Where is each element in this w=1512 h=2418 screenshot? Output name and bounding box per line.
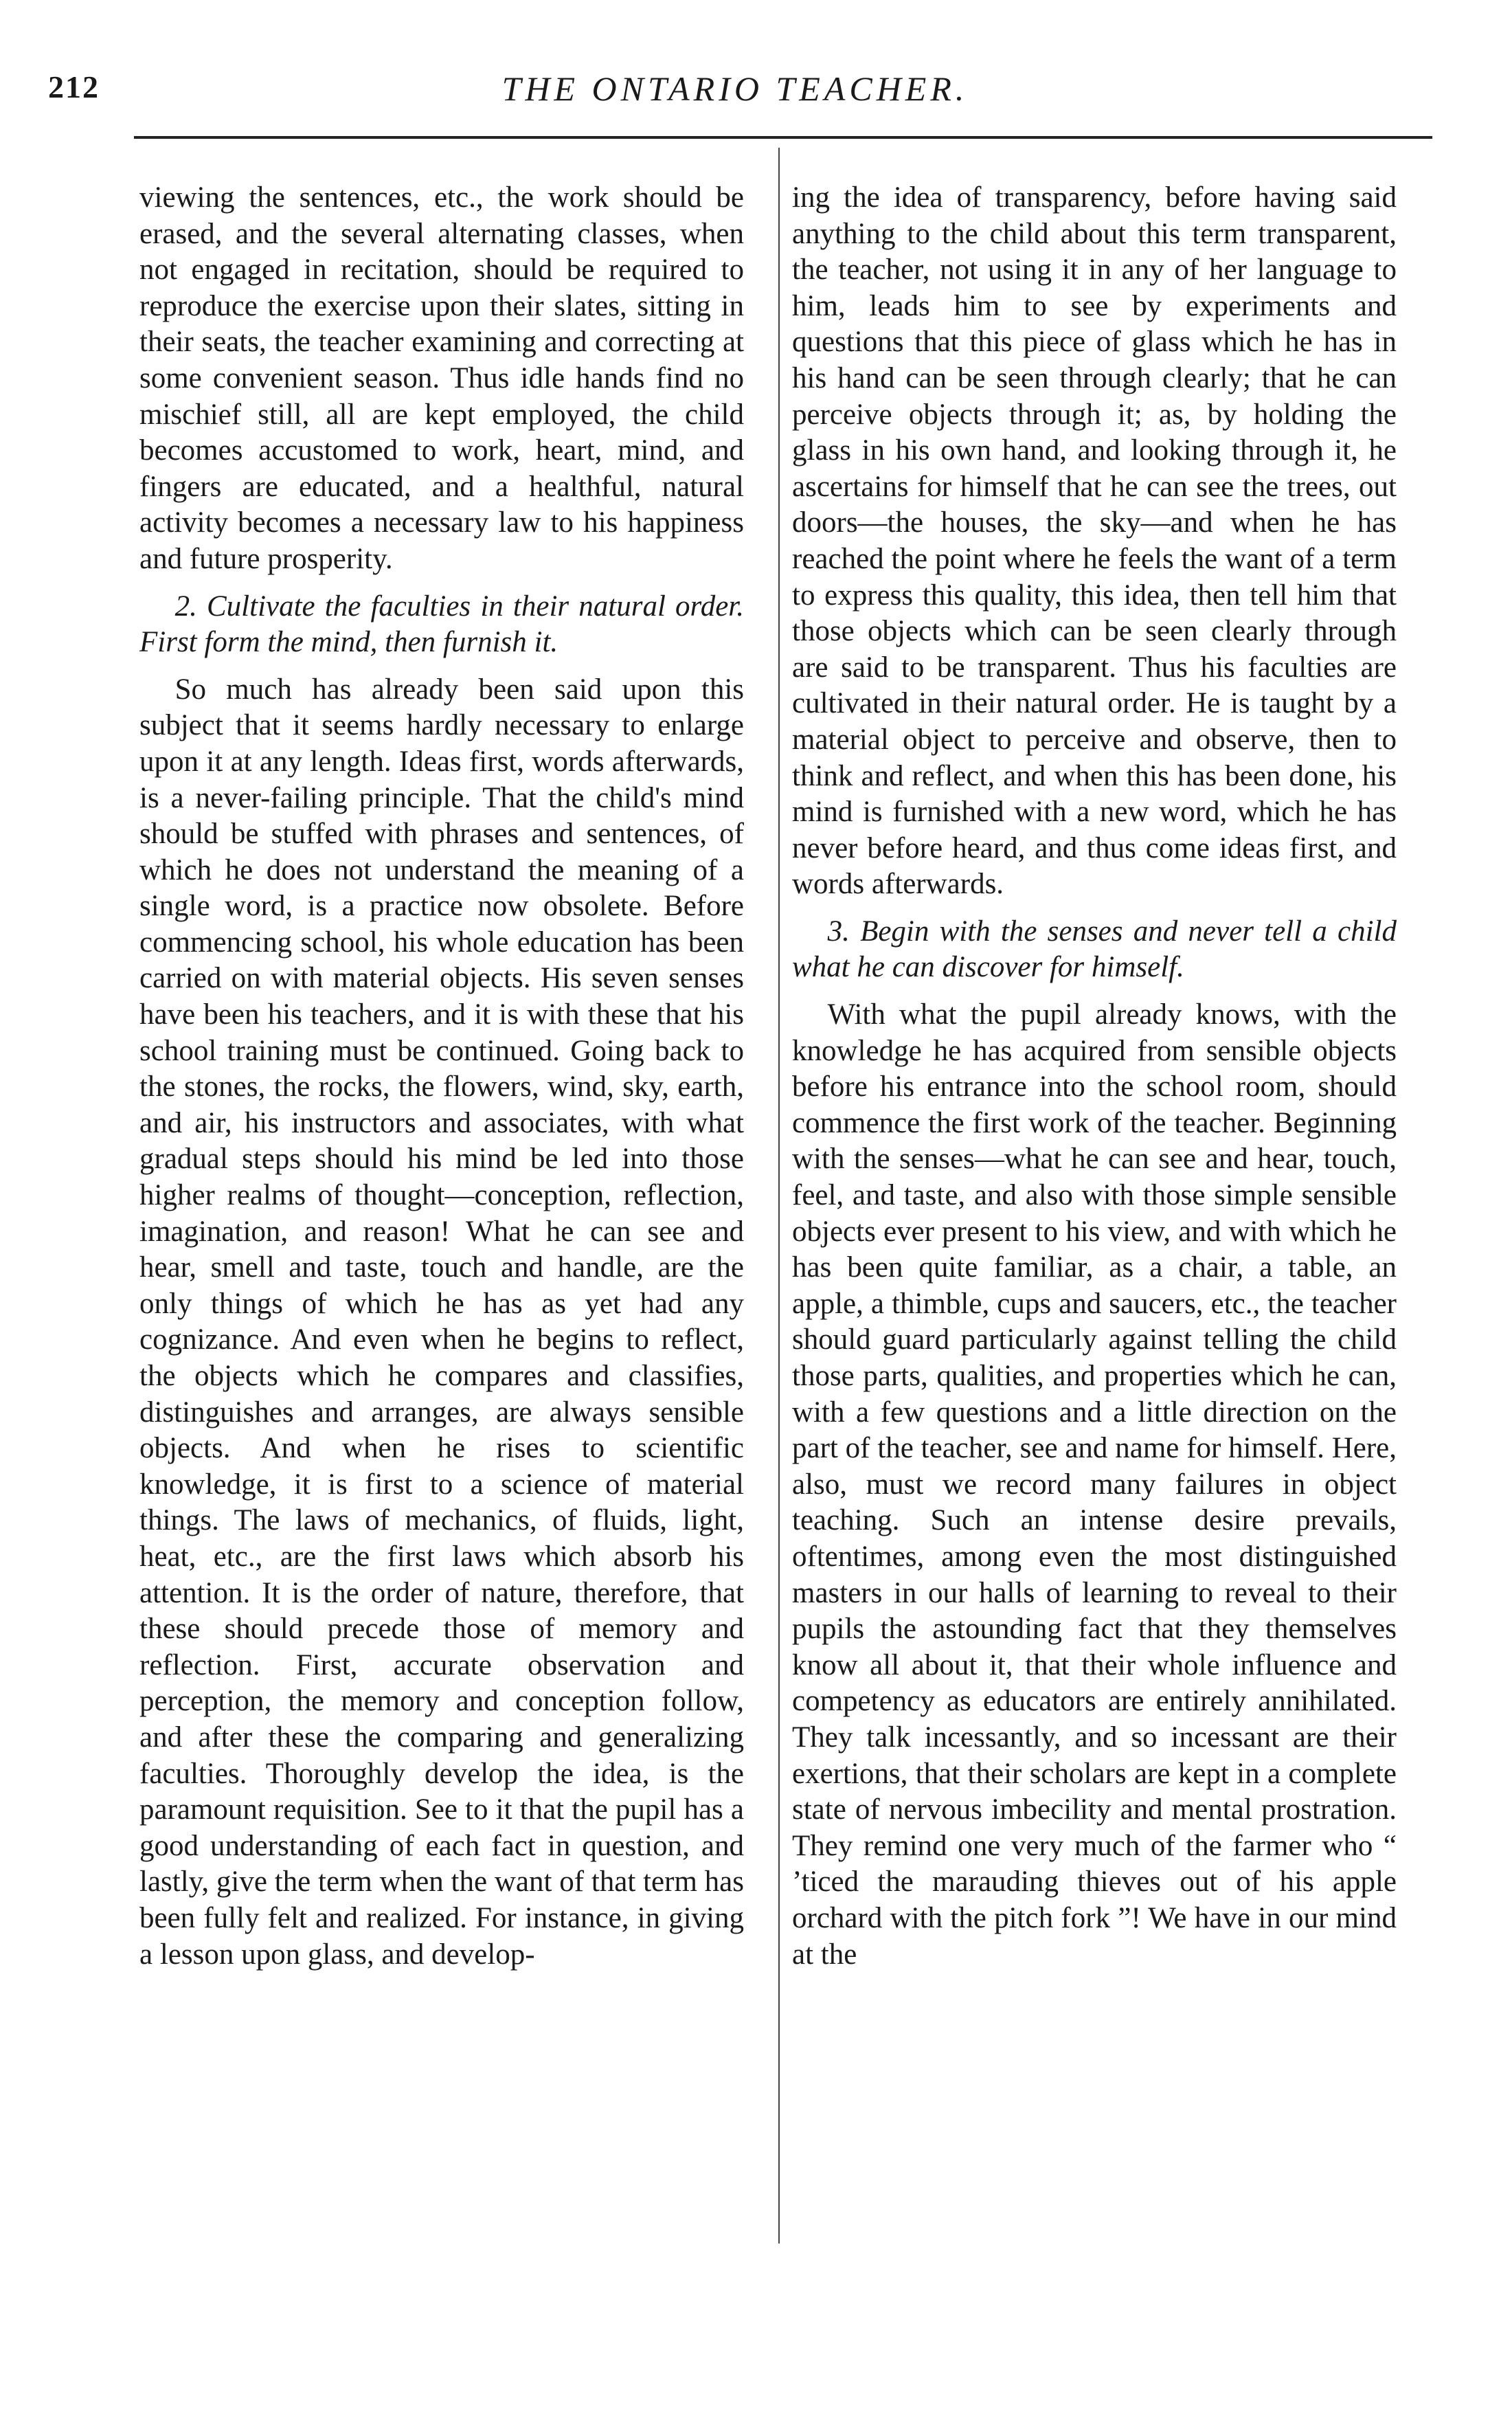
- column-divider: [778, 148, 780, 2243]
- paragraph: With what the pupil already knows, with the knowledge he has acquired from sensible objects before his entrance into the school room, should commence the first work of the teacher. Beginning with the senses—what he can see and hear, touch, feel, and taste, and also with those simple sensible objects ever present to his view, and with which he has been quite familiar, as a chair, a table, an apple, a thimble, cups and saucers, etc., the teacher should guard particularly against telling the child those parts, qualities, and properties which he can, with a few questions and a little direction on the part of the teacher, see and name for himself. Here, also, must we record many failures in object teaching. Such an intense desire prevails, oftentimes, among even the most distinguished masters in our halls of learning to reveal to their pupils the astounding fact that they themselves know all about it, that their whole influence and competency as educators are entirely annihilated. They talk incessantly, and so incessant are their exertions, that their scholars are kept in a complete state of nervous imbecility and mental prostration. They remind one very much of the farmer who “ ’ticed the marauding thieves out of his apple orchard with the pitch fork ”! We have in our mind at the: [792, 998, 1397, 1971]
- paragraph: So much has already been said upon this subject that it seems hardly necessary to enlarge upon it at any length. Ideas first, words afterwards, is a never-failing principle. That the child's mind should be stuffed with phrases and sentences, of which he does not understand the meaning of a single word, is a practice now obsolete. Before commencing school, his whole education has been carried on with material objects. His seven senses have been his teachers, and it is with these that his school training must be continued. Going back to the stones, the rocks, the flowers, wind, sky, earth, and air, his instructors and associates, with what gradual steps should his mind be led into those higher realms of thought—conception, reflection, imagination, and reason! What he can see and hear, smell and taste, touch and handle, are the only things of which he has as yet had any cognizance. And even when he begins to reflect, the objects which he compares and classifies, distinguishes and arranges, are always sensible objects. And when he rises to scientific knowledge, it is first to a science of material things. The laws of mechanics, of fluids, light, heat, etc., are the first laws which absorb his attention. It is the order of nature, therefore, that these should precede those of memory and reflection. First, accurate observation and perception, the memory and conception follow, and after these the comparing and generalizing faculties. Thoroughly develop the idea, is the paramount requisition. See to it that the pupil has a good understanding of each fact in question, and lastly, give the term when the want of that term has been fully felt and realized. For instance, in giving a lesson upon glass, and develop-: [139, 673, 744, 1971]
- paragraph: viewing the sentences, etc., the work should be erased, and the several alternating classes, when not engaged in recitation, should be required to reproduce the exercise upon their slates, sitting in their seats, the teacher examining and correcting at some convenient season. Thus idle hands find no mischief still, all are kept employed, the child becomes accustomed to work, heart, mind, and fingers are educated, and a healthful, natural activity becomes a necessary law to his happiness and future prosperity.: [139, 181, 744, 575]
- page-number: 212: [48, 69, 100, 104]
- page-header: [48, 69, 1422, 124]
- header-rule: [134, 136, 1432, 139]
- left-column: [139, 180, 744, 1973]
- right-column: [792, 180, 1397, 1973]
- running-title: THE ONTARIO TEACHER.: [501, 69, 969, 108]
- paragraph: ing the idea of transparency, before having said anything to the child about this term transparent, the teacher, not using it in any of her language to him, leads him to see by experiments and questions that this piece of glass which he has in his hand can be seen through clearly; that he can perceive objects through it; as, by holding the glass in his own hand, and looking through it, he ascertains for himself that he can see the trees, out doors—the houses, the sky—and when he has reached the point where he feels the want of a term to express this quality, this idea, then tell him that those objects which can be seen clearly through are said to be transparent. Thus his faculties are cultivated in their natural order. He is taught by a material object to perceive and observe, then to think and reflect, and when this has been done, his mind is furnished with a new word, which he has never before heard, and thus come ideas first, and words afterwards.: [792, 181, 1397, 901]
- section-heading-3: 3. Begin with the senses and never tell a child what he can discover for himself.: [792, 915, 1397, 984]
- section-heading-2: 2. Cultivate the faculties in their natural order. First form the mind, then furnish it.: [139, 590, 744, 659]
